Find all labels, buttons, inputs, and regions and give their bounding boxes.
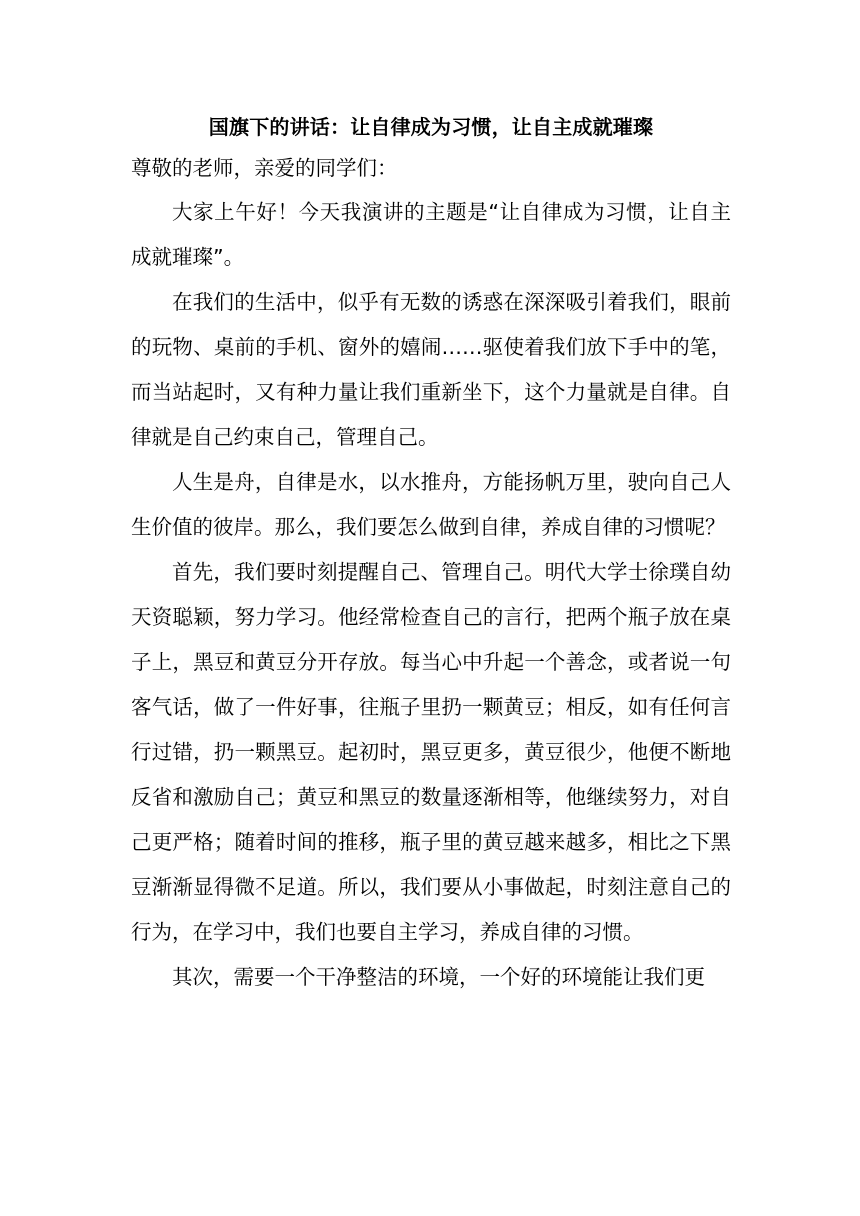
paragraph-temptation: 在我们的生活中，似乎有无数的诱惑在深深吸引着我们，眼前的玩物、桌前的手机、窗外的嬉闹……驱使着我们放下手中的笔，而当站起时，又有种力量让我们重新坐下，这个力量就是自律。自律就是自己约束自己，管理自己。: [131, 290, 731, 449]
paragraph-first-point: 首先，我们要时刻提醒自己、管理自己。明代大学士徐璞自幼天资聪颖，努力学习。他经常检查自己的言行，把两个瓶子放在桌子上，黑豆和黄豆分开存放。每当心中升起一个善念，或者说一句客气话，做了一件好事，往瓶子里扔一颗黄豆；相反，如有任何言行过错，扔一颗黑豆。起初时，黑豆更多，黄豆很少，他便不断地反省和激励自己；黄豆和黑豆的数量逐渐相等，他继续努力，对自己更严格；随着时间的推移，瓶子里的黄豆越来越多，相比之下黑豆渐渐显得微不足道。所以，我们要从小事做起，时刻注意自己的行为，在学习中，我们也要自主学习，养成自律的习惯。: [131, 560, 731, 944]
paragraph-life-boat: 人生是舟，自律是水，以水推舟，方能扬帆万里，驶向自己人生价值的彼岸。那么，我们要怎么做到自律，养成自律的习惯呢？: [131, 470, 731, 539]
paragraph-greeting: 大家上午好！今天我演讲的主题是“让自律成为习惯，让自主成就璀璨”。: [131, 200, 731, 269]
salutation: 尊敬的老师，亲爱的同学们：: [131, 156, 398, 180]
document-title: 国旗下的讲话：让自律成为习惯，让自主成就璀璨: [208, 115, 654, 139]
paragraph-second-point: 其次，需要一个干净整洁的环境，一个好的环境能让我们更: [172, 965, 705, 989]
document-page: [131, 108, 731, 1000]
